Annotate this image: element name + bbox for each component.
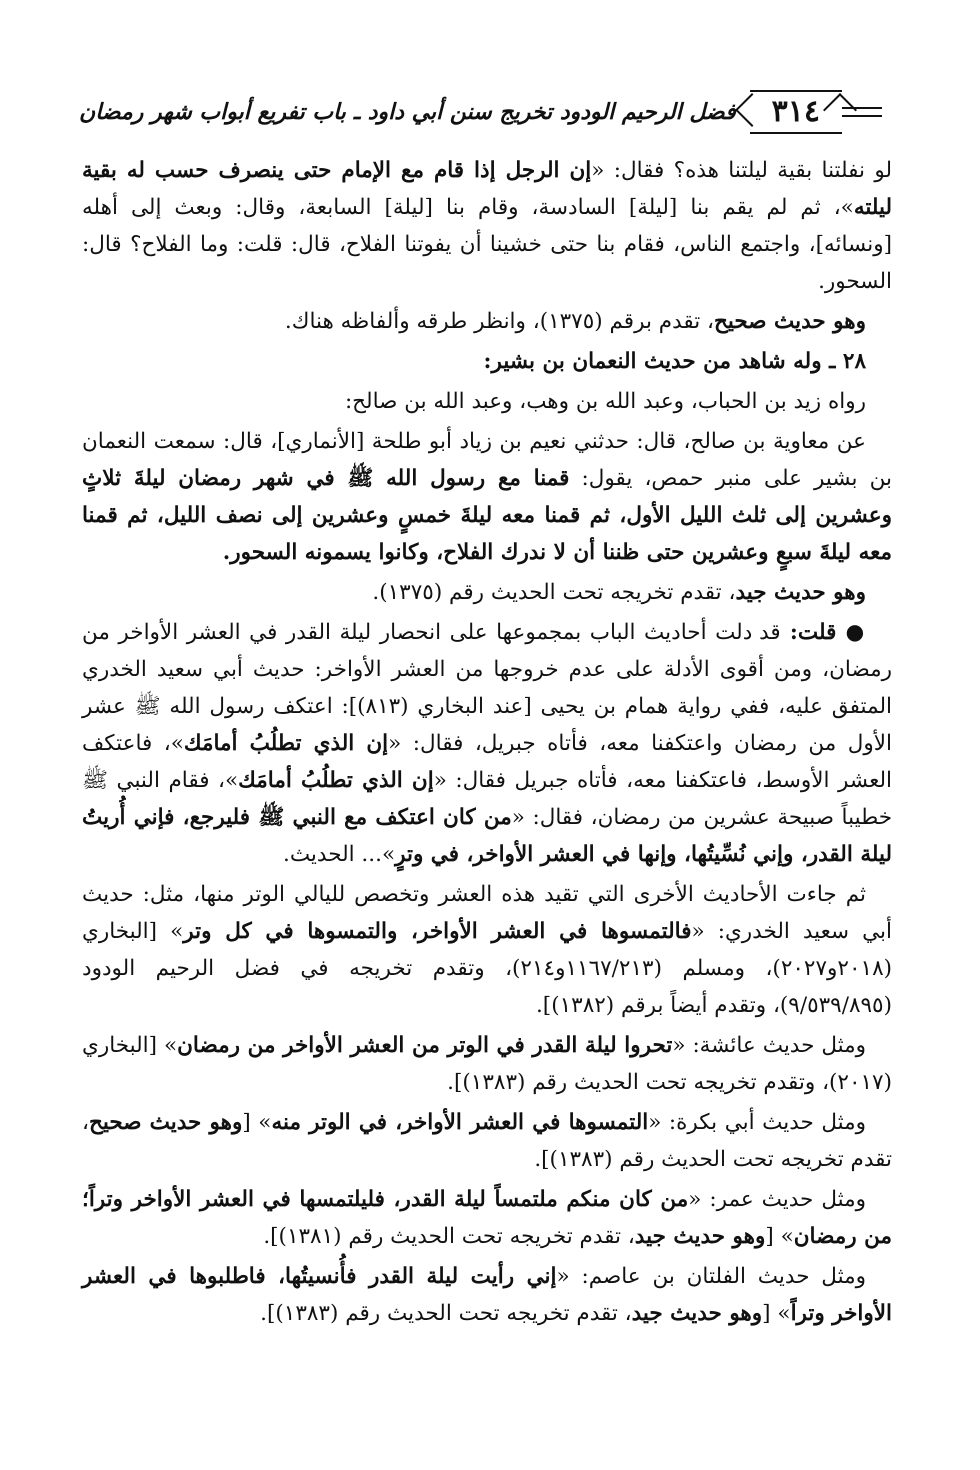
bold-text-run: ● قلت: xyxy=(780,620,866,645)
text-run: ، تقدم برقم (١٣٧٥)، وانظر طرقه وألفاظه هناك. xyxy=(284,309,715,334)
text-run: ، تقدم تخريجه تحت الحديث رقم (١٣٨٣)]. xyxy=(260,1301,632,1326)
bold-text-run: تحروا ليلة القدر في الوتر من العشر الأواخر من رمضان xyxy=(177,1033,673,1058)
text-run: »، ثم لم يقم بنا [ليلة] السادسة، وقام بنا [ليلة] السابعة، وقال: وبعث إلى أهله [ونسائه]، واجتمع الناس، فقام بنا حتى خشينا أن يفوتنا الفلاح، قال: قلت: وما الفلاح؟ قال: السحور. xyxy=(82,195,892,294)
text-run: » [البخاري (٢٠١٧)، وتقدم تخريجه تحت الحديث رقم (١٣٨٣)]. xyxy=(82,1033,892,1095)
text-run: ، تقدم تخريجه تحت الحديث رقم (١٣٨٣)]. xyxy=(82,1110,892,1172)
text-run: عن معاوية بن صالح، قال: حدثني نعيم بن زياد أبو طلحة [الأنماري]، قال: سمعت النعمان بن بشير على منبر حمص، يقول: xyxy=(82,429,892,491)
paragraph xyxy=(82,876,892,1024)
text-run: ومثل حديث عمر: « xyxy=(688,1187,866,1212)
bold-text-run: إن الذي تطلُبُ أمامَك xyxy=(183,731,389,756)
text-run: لو نفلتنا بقية ليلتنا هذه؟ فقال: « xyxy=(591,158,893,183)
paragraph xyxy=(82,343,892,380)
paragraph xyxy=(82,423,892,571)
paragraph xyxy=(82,1181,892,1255)
text-run: » [ xyxy=(765,1224,794,1249)
paragraph xyxy=(82,1258,892,1332)
paragraph xyxy=(82,614,892,873)
text-run: ومثل حديث عائشة: « xyxy=(672,1033,866,1058)
bold-text-run: وهو حديث صحيح xyxy=(714,309,866,334)
bold-text-run: التمسوها في العشر الأواخر، في الوتر منه xyxy=(271,1110,649,1135)
page-header xyxy=(79,84,892,140)
running-title: فضل الرحيم الودود تخريج سنن أبي داود ـ باب تفريع أبواب شهر رمضان xyxy=(79,99,736,125)
bold-text-run: وهو حديث صحيح xyxy=(88,1110,243,1135)
bold-text-run: إني رأيت ليلة القدر فأُنسيتُها، فاطلبوها في العشر الأواخر وتراً xyxy=(82,1264,892,1326)
bold-text-run: وهو حديث جيد xyxy=(634,1224,766,1249)
text-run: رواه زيد بن الحباب، وعبد الله بن وهب، وعبد الله بن صالح: xyxy=(344,389,866,414)
bold-text-run: من كان منكم ملتمساً ليلة القدر، فليلتمسها في العشر الأواخر وتراً؛ من رمضان xyxy=(82,1187,892,1249)
paragraph xyxy=(82,383,892,420)
bold-text-run: وهو حديث جيد xyxy=(631,1301,763,1326)
text-run: »... الحديث. xyxy=(282,842,396,867)
text-run: ومثل حديث الفلتان بن عاصم: « xyxy=(556,1264,866,1289)
bold-text-run: من كان اعتكف مع النبي ﷺ فليرجع، فإني أُريتُ ليلة القدر، وإني نُسِّيتُها، وإنها في العشر الأواخر، في وترٍ xyxy=(82,805,892,867)
bold-text-run: ٢٨ ـ وله شاهد من حديث النعمان بن بشير: xyxy=(483,349,866,374)
bold-text-run: إن الذي تطلُبُ أمامَك xyxy=(238,768,434,793)
text-run: ، تقدم تخريجه تحت الحديث رقم (١٣٨١)]. xyxy=(263,1224,635,1249)
text-run: »، فاعتكف العشر الأوسط، فاعتكفنا معه، فأتاه جبريل فقال: « xyxy=(82,731,892,793)
bold-text-run: وهو حديث جيد xyxy=(735,580,866,605)
paragraph xyxy=(82,574,892,611)
text-run: »، فقام النبي ﷺ خطيباً صبيحة عشرين من رمضان، فقال: « xyxy=(82,768,892,830)
paragraph xyxy=(82,152,892,300)
text-run: » [البخاري (٢٠١٨و٢٠٢٧)، ومسلم (١١٦٧/٢١٣و٢١٤)، وتقدم تخريجه في فضل الرحيم الودود (٩/٥٣٩/٨٩٥)، وتقدم أيضاً برقم (١٣٨٢)]. xyxy=(82,919,893,1018)
page-number: ٣١٤ xyxy=(750,90,842,134)
bold-text-run: فالتمسوها في العشر الأواخر، والتمسوها في كل وتر xyxy=(183,919,692,944)
paragraph xyxy=(82,1027,892,1101)
text-run: ومثل حديث أبي بكرة: « xyxy=(648,1110,866,1135)
body-text xyxy=(82,152,892,1332)
text-run: ثم جاءت الأحاديث الأخرى التي تقيد هذه العشر وتخصص لليالي الوتر منها، مثل: حديث أبي سعيد الخدري: « xyxy=(82,882,892,944)
text-run: ، تقدم تخريجه تحت الحديث رقم (١٣٧٥). xyxy=(372,580,736,605)
text-run: قد دلت أحاديث الباب بمجموعها على انحصار ليلة القدر في العشر الأواخر من رمضان، ومن أقوى الأدلة على عدم خروجها من العشر الأواخر: حديث أبي سعيد الخدري المتفق عليه، ففي رواية همام بن يحيى [عند البخاري (٨١٣)]: اعتكف رسول الله ﷺ عشر الأول من رمضان واعتكفنا معه، فأتاه جبريل، فقال: « xyxy=(82,620,892,756)
text-run: » [ xyxy=(242,1110,272,1135)
text-run: » [ xyxy=(762,1301,791,1326)
bold-text-run: إن الرجل إذا قام مع الإمام حتى ينصرف حسب له بقية ليلته xyxy=(82,158,892,220)
paragraph xyxy=(82,303,892,340)
paragraph xyxy=(82,1104,892,1178)
bold-text-run: قمنا مع رسول الله ﷺ في شهر رمضان ليلةَ ثلاثٍ وعشرين إلى ثلث الليل الأول، ثم قمنا معه ليلةَ خمسٍ وعشرين إلى نصف الليل، ثم قمنا معه ليلةَ سبعٍ وعشرين حتى ظننا أن لا ندرك الفلاح، وكانوا يسمونه السحور. xyxy=(82,466,893,565)
